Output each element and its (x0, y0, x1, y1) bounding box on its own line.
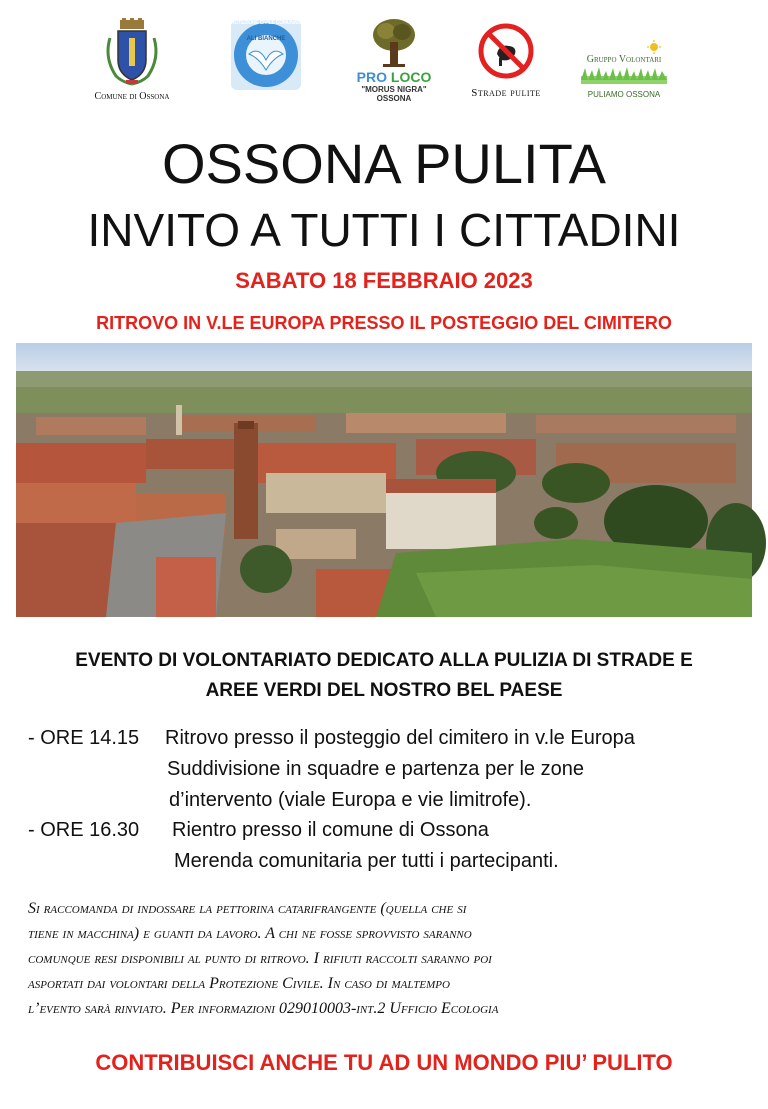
schedule-item2-line1: Rientro presso il comune di Ossona (172, 819, 489, 841)
note-line1: Si raccomanda di indossare la pettorina catarifrangente (quella che si (28, 900, 467, 917)
comune-logo (82, 14, 182, 109)
protezione-civile-logo (228, 14, 331, 94)
page-subtitle: INVITO A TUTTI I CITTADINI (87, 204, 681, 256)
gruppo-volontari-logo (572, 14, 676, 104)
page-title: OSSONA PULITA (162, 132, 606, 195)
note-line4: asportati dai volontari della Protezione Civile. In caso di maltempo (28, 975, 450, 992)
dove-icon (228, 14, 229, 15)
note-line5: l’evento sarà rinviato. Per informazioni 029010003-int.2 Ufficio Ecologia (28, 1000, 499, 1017)
pro-loco-logo (354, 14, 434, 106)
schedule-item2-line2: Merenda comunitaria per tutti i partecipanti. (174, 850, 559, 872)
logo-bar (0, 14, 768, 109)
schedule-item1-line2: Suddivisione in squadre e partenza per le zone (167, 758, 584, 780)
aerial-town-photo (16, 343, 752, 617)
comune-crest-icon (102, 18, 162, 88)
no-litter-icon (477, 22, 535, 80)
event-description-line1: EVENTO DI VOLONTARIATO DEDICATO ALLA PULIZIA DI STRADE E (75, 650, 693, 671)
strade-pulite-caption: Strade pulite (471, 87, 541, 99)
gruppo-subtitle: PULIAMO OSSONA (587, 90, 661, 99)
note-line3: comunque resi disponibili al punto di ritrovo. I rifiuti raccolti saranno poi (28, 950, 492, 967)
pro-loco-subtitle: "MORUS NIGRA" (361, 85, 427, 94)
note-line2: tiene in macchina) e guanti da lavoro. A chi ne fosse sprovvisto saranno (28, 925, 472, 942)
schedule-time-2: - ORE 16.30 (28, 819, 140, 841)
meeting-point: RITROVO IN V.LE EUROPA PRESSO IL POSTEGGIO DEL CIMITERO (96, 313, 672, 333)
pro-loco-town: OSSONA (376, 94, 412, 103)
comune-caption: Comune di Ossona (94, 91, 170, 102)
schedule-time-1: - ORE 14.15 (28, 727, 140, 749)
protezione-center-text: ALI BIANCHE (246, 36, 286, 42)
closing-slogan: CONTRIBUISCI ANCHE TU AD UN MONDO PIU’ PULITO (95, 1050, 673, 1075)
schedule-item1-line3: d’intervento (viale Europa e vie limitrofe). (169, 789, 532, 811)
pro-loco-brand-pro: PRO (356, 69, 387, 85)
protezione-ring-text: PROTEZIONE CIVILE COMUNALE DI OSSONA (228, 20, 331, 26)
strade-pulite-logo (458, 14, 554, 104)
event-date: SABATO 18 FEBBRAIO 2023 (235, 268, 533, 293)
schedule-item1-line1: Ritrovo presso il posteggio del cimitero in v.le Europa (165, 727, 635, 749)
mulberry-tree-icon (369, 18, 419, 68)
grass-icon (581, 66, 667, 84)
gruppo-title: Gruppo Volontari (586, 54, 662, 65)
sun-icon (647, 40, 661, 54)
pro-loco-brand-loco: LOCO (390, 69, 432, 85)
event-description-line2: AREE VERDI DEL NOSTRO BEL PAESE (205, 680, 563, 701)
